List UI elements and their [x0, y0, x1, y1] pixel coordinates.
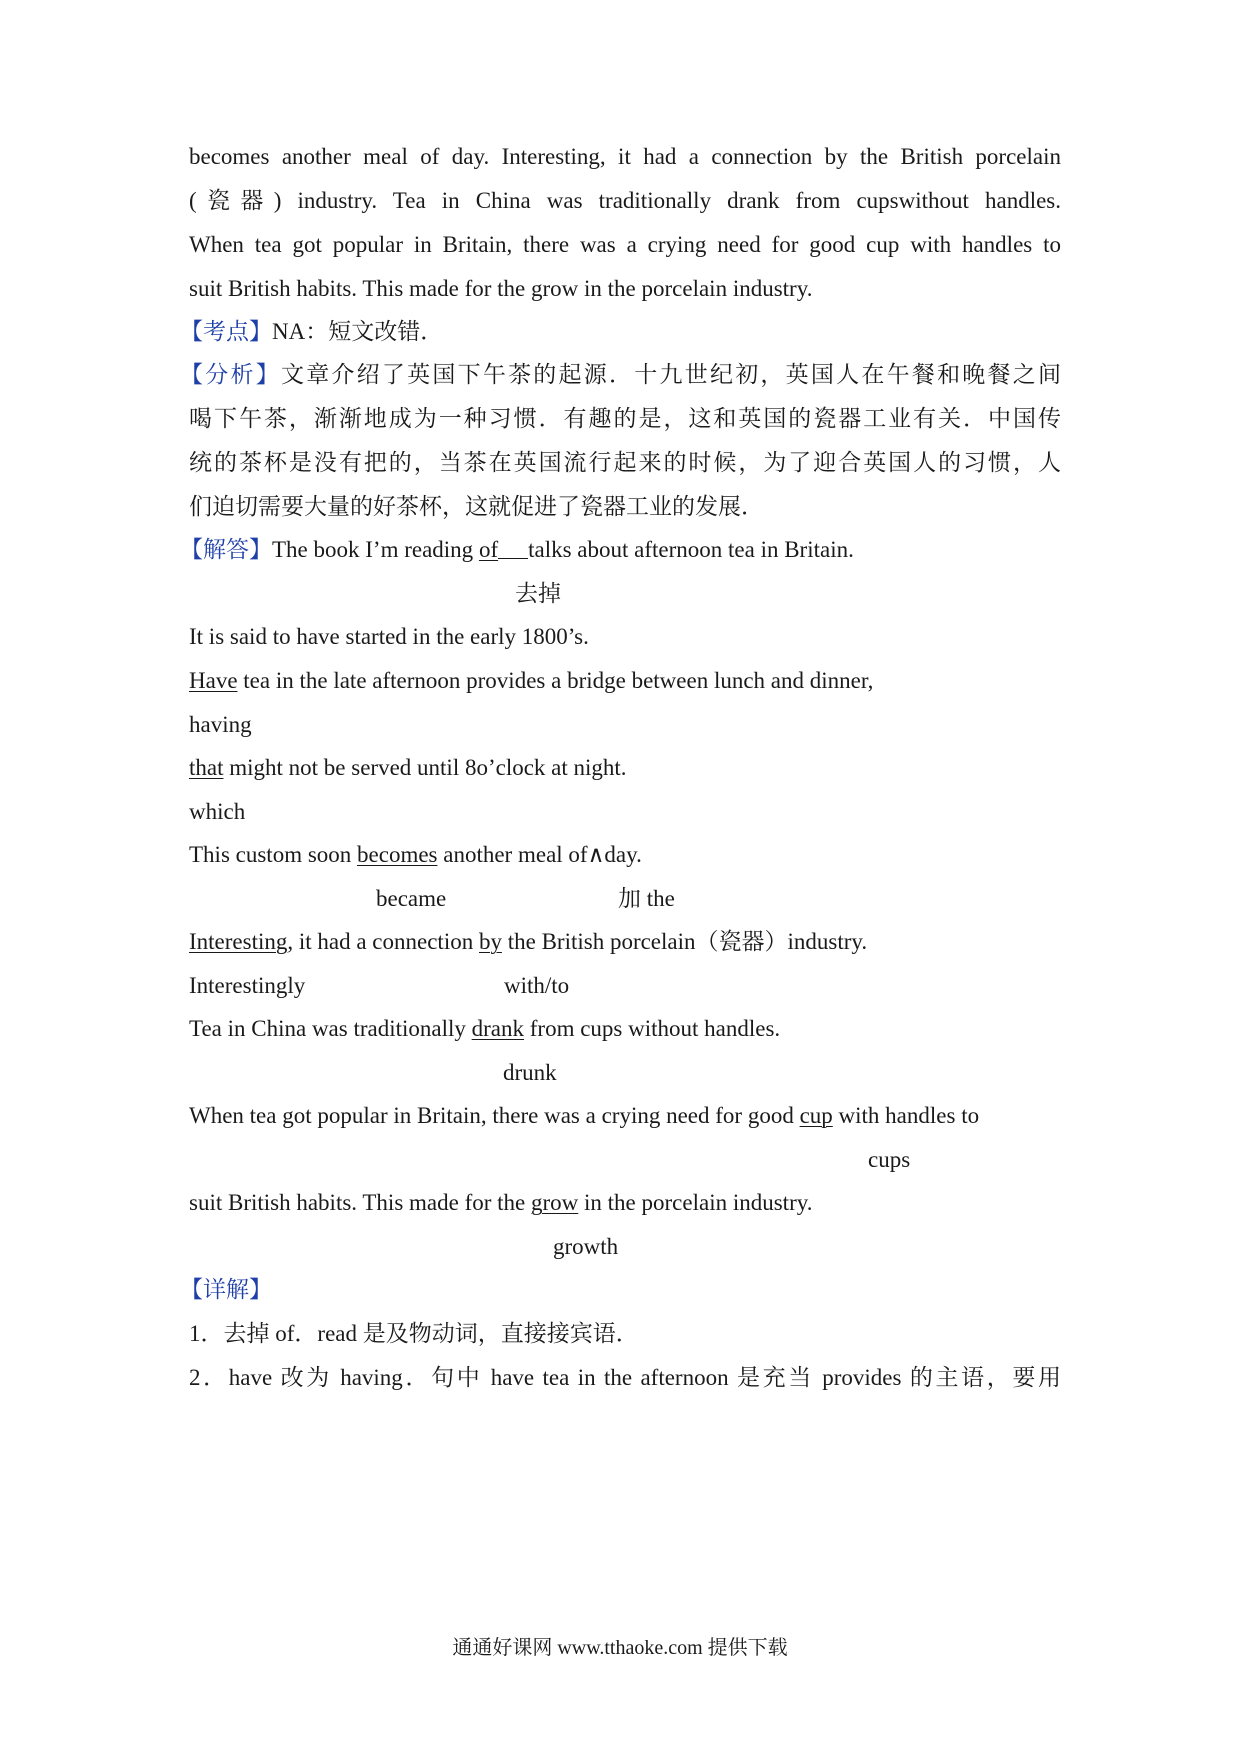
- jieda-s3-fix: having: [189, 712, 252, 737]
- jieda-sentence-6: [189, 927, 867, 957]
- xiangjie-item-1: 1．去掉 of．read 是及物动词，直接接宾语．: [189, 1321, 639, 1346]
- blank-underline: [498, 538, 528, 559]
- jieda-s5-before: This custom soon: [189, 842, 358, 867]
- xiangjie-heading: [180, 1275, 272, 1305]
- jieda-s8-fix: cups: [868, 1147, 911, 1172]
- jieda-s8-error: cup: [799, 1103, 833, 1128]
- fenxi-tag: 【分析】: [180, 362, 281, 387]
- kaodian-text: NA：短文改错．: [272, 319, 444, 344]
- jieda-s3-after: tea in the late afternoon provides a bridge between lunch and dinner,: [237, 668, 874, 693]
- passage-line-4: suit British habits. This made for the grow in the porcelain industry.: [189, 276, 813, 301]
- jieda-sentence-1: [180, 535, 854, 565]
- jieda-sentence-3: [189, 666, 873, 696]
- jieda-s1-after: talks about afternoon tea in Britain.: [528, 537, 854, 562]
- jieda-s4-fix: which: [189, 799, 246, 824]
- jieda-sentence-2: It is said to have started in the early 1800’s.: [189, 624, 589, 649]
- fenxi-line-4: 们迫切需要大量的好茶杯，这就促进了瓷器工业的发展．: [189, 494, 764, 519]
- jieda-s1-error: of: [478, 537, 499, 562]
- jieda-s1-fix: 去掉: [515, 581, 561, 606]
- jieda-s9-before: suit British habits. This made for the: [189, 1190, 531, 1215]
- xiangjie-tag: 【详解】: [180, 1277, 272, 1302]
- passage-line-2: (瓷器) industry. Tea in China was traditionally drank from cupswithout handles.: [189, 188, 1061, 213]
- jieda-tag: 【解答】: [180, 537, 272, 562]
- jieda-s4-error: that: [189, 755, 224, 780]
- jieda-sentence-8: [189, 1101, 979, 1131]
- jieda-s6-fix-1: Interestingly: [189, 973, 306, 998]
- jieda-s9-after: in the porcelain industry.: [578, 1190, 813, 1215]
- jieda-s5-error: becomes: [357, 842, 438, 867]
- jieda-s5-mid: another meal of: [437, 842, 588, 867]
- jieda-s6-error-2: by: [478, 929, 502, 954]
- jieda-s4-after: might not be served until 8o’clock at night.: [223, 755, 627, 780]
- xiangjie-item-2: 2．have 改为 having．句中 have tea in the afternoon 是充当 provides 的主语，要用: [189, 1365, 1061, 1390]
- jieda-s6-fix-2: with/to: [504, 973, 570, 998]
- jieda-s8-before: When tea got popular in Britain, there was a crying need for good: [189, 1103, 800, 1128]
- jieda-s3-error: Have: [189, 668, 238, 693]
- passage-line-1: becomes another meal of day. Interesting, it had a connection by the British porcelain: [189, 144, 1061, 169]
- fenxi-line-1: [180, 360, 1061, 390]
- jieda-s5-after: day.: [604, 842, 642, 867]
- jieda-s5-fix-2: 加 the: [618, 886, 675, 911]
- jieda-sentence-9: [189, 1188, 812, 1218]
- jieda-s9-error: grow: [531, 1190, 579, 1215]
- kaodian-section: [180, 317, 443, 347]
- jieda-s7-before: Tea in China was traditionally: [189, 1016, 472, 1041]
- jieda-s1-before: The book I’m reading: [272, 537, 479, 562]
- jieda-sentence-5: [189, 840, 642, 870]
- jieda-s6-mid: , it had a connection: [287, 929, 479, 954]
- fenxi-line-3: 统的茶杯是没有把的，当茶在英国流行起来的时候，为了迎合英国人的习惯，人: [189, 450, 1061, 475]
- jieda-s9-fix: growth: [553, 1234, 619, 1259]
- kaodian-tag: 【考点】: [180, 319, 272, 344]
- jieda-s7-fix: drunk: [503, 1060, 557, 1085]
- jieda-s7-after: from cups without handles.: [524, 1016, 781, 1041]
- page-footer: 通通好课网 www.tthaoke.com 提供下载: [452, 1637, 788, 1659]
- fenxi-line-2: 喝下午茶，渐渐地成为一种习惯．有趣的是，这和英国的瓷器工业有关．中国传: [189, 406, 1061, 431]
- jieda-sentence-4: [189, 753, 627, 783]
- jieda-s8-after: with handles to: [832, 1103, 980, 1128]
- passage-line-3: When tea got popular in Britain, there was a crying need for good cup with handles to: [189, 232, 1061, 257]
- jieda-s7-error: drank: [471, 1016, 525, 1041]
- insert-caret: ∧: [587, 842, 605, 867]
- fenxi-text-1: 文章介绍了英国下午茶的起源．十九世纪初，英国人在午餐和晚餐之间: [280, 362, 1062, 387]
- jieda-s6-after: the British porcelain（瓷器）industry.: [501, 929, 868, 954]
- jieda-s6-error-1: Interesting: [189, 929, 288, 954]
- jieda-sentence-7: [189, 1014, 780, 1044]
- jieda-s5-fix-1: became: [376, 886, 447, 911]
